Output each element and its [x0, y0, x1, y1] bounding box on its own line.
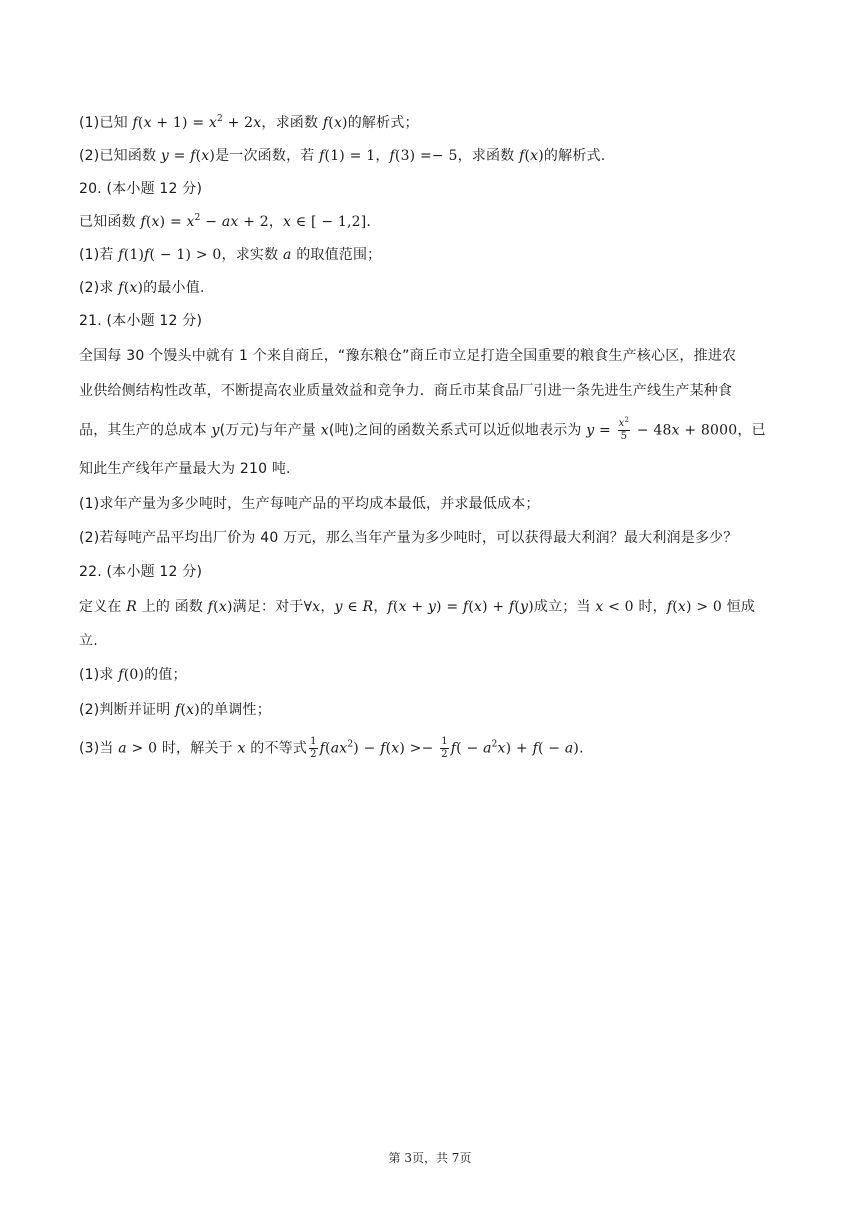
fraction: $\frac{x^2}{5}$ [618, 416, 630, 442]
q22-intro: 定义在 R 上的 函数 f(x)满足：对于∀x，y ∈ R，f(x + y) = f(x) + f(y)成立；当 x < 0 时，f(x) > 0 恒成 [79, 599, 756, 615]
q22-part2: (2)判断并证明 f(x)的单调性； [79, 702, 271, 718]
q21-part2: (2)若每吨产品平均出厂价为 40 万元，那么当年产量为多少吨时，可以获得最大利润？最大利润是多少？ [79, 530, 738, 546]
q21-line3: 品，其生产的总成本 y(万元)与年产量 x(吨)之间的函数关系式可以近似地表示为 y = $\frac{x^2}{5}$ − 48x + 8000，已 [79, 416, 766, 442]
q21-header: 21. (本小题 12 分) [79, 313, 203, 329]
q19-part2: (2)已知函数 y = f(x)是一次函数，若 f(1) = 1，f(3) =− 5，求函数 f(x)的解析式. [79, 148, 606, 164]
formula: f [132, 115, 138, 131]
q22-part1: (1)求 f(0)的值； [79, 667, 187, 683]
fraction: $\frac{1}{2}$ [310, 736, 317, 760]
q22-part3: (3)当 a > 0 时，解关于 x 的不等式 $\frac{1}{2}$ $f(ax^2) - f(x)$ >− $\frac{1}{2}$ $f( - a^2x) + f( - a)$. [79, 736, 584, 760]
q21-line2: 业供给侧结构性改革，不断提高农业质量效益和竞争力．商丘市某食品厂引进一条先进生产线生产某种食 [79, 383, 733, 399]
q21-line1: 全国每 30 个馒头中就有 1 个来自商丘，“豫东粮仓”商丘市立足打造全国重要的粮食生产核心区，推进农 [79, 348, 737, 364]
q21-line4: 知此生产线年产量最大为 210 吨. [79, 461, 291, 477]
q21-part1: (1)求年产量为多少吨时，生产每吨产品的平均成本最低，并求最低成本； [79, 496, 540, 512]
q20-part2: (2)求 f(x)的最小值. [79, 280, 205, 296]
q20-part1: (1)若 f(1)f( − 1) > 0，求实数 a 的取值范围； [79, 247, 382, 263]
q22-intro-cont: 立. [79, 633, 98, 649]
page-footer: 第 3页，共 7页 [388, 1151, 472, 1165]
q20-intro: 已知函数 $f(x) = x^2$ − ax + 2，x ∈ [ − 1,2]. [79, 213, 372, 230]
q20-header: 20. (本小题 12 分) [79, 181, 203, 197]
q19-part1: (1)已知 $f(x + 1) = x^2 + 2x$，求函数 f(x)的解析式； [79, 114, 419, 131]
fraction: $\frac{1}{2}$ [441, 736, 448, 760]
q22-header: 22. (本小题 12 分) [79, 564, 203, 580]
